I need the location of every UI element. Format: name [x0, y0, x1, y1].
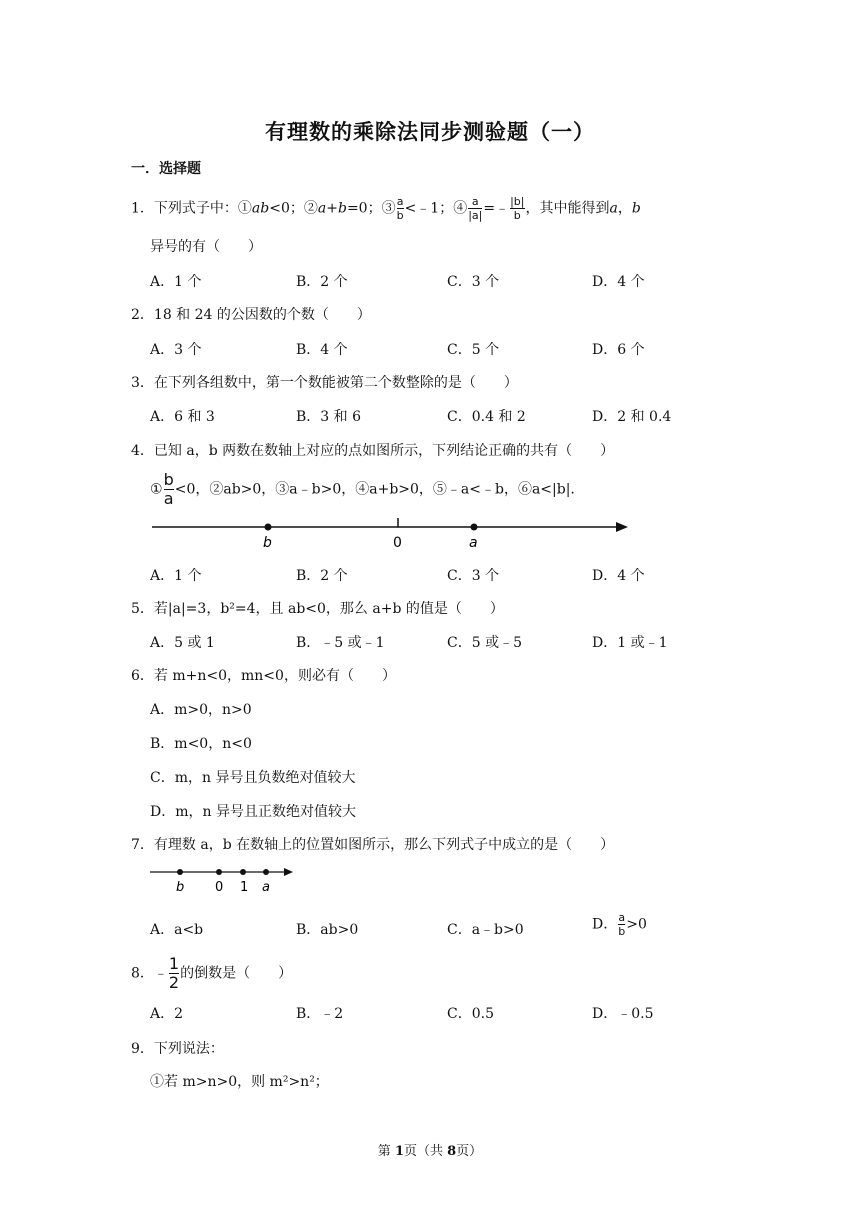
q1-line2: 异号的有（ ） — [150, 239, 262, 255]
section-heading: 一．选择题 — [131, 161, 201, 177]
question-6: 6．若 m+n<0，mn<0，则必有（ ） — [131, 668, 396, 684]
point-a — [471, 524, 478, 531]
q8-option-d[interactable]: D．﹣0.5 — [592, 1006, 654, 1022]
axis-label-a: a — [469, 535, 478, 551]
q3-option-d[interactable]: D．2 和 0.4 — [592, 409, 672, 425]
q2-option-c[interactable]: C．5 个 — [447, 342, 500, 358]
q6-option-c[interactable]: C．m，n 异号且负数绝对值较大 — [150, 770, 356, 786]
q5-option-d[interactable]: D．1 或﹣1 — [592, 635, 668, 651]
q1-text: ， — [617, 200, 632, 217]
point-b — [265, 524, 272, 531]
q4-option-b[interactable]: B．2 个 — [296, 568, 348, 584]
q7-number-line — [148, 862, 298, 896]
q7-option-d[interactable]: D． $\frac{a}{b}$ >0 — [592, 911, 647, 938]
axis-label-0: 0 — [215, 880, 224, 895]
question-1 — [131, 196, 641, 221]
q1-fraction-2: $\frac{a}{|a|}$ — [468, 195, 483, 222]
question-7: 7．有理数 a，b 在数轴上的位置如图所示，那么下列式子中成立的是（ ） — [131, 837, 615, 853]
question-9: 9．下列说法： — [131, 1041, 224, 1057]
q5-option-a[interactable]: A．5 或 1 — [150, 635, 215, 651]
point-0 — [216, 869, 222, 875]
q9-statement-1: ①若 m>n>0，则 m²>n²； — [150, 1074, 329, 1090]
q3-option-b[interactable]: B．3 和 6 — [296, 409, 362, 425]
axis-label-b: b — [176, 880, 185, 895]
q1-fraction-3: $\frac{|b|}{b}$ — [510, 195, 525, 222]
q6-option-a[interactable]: A．m>0，n>0 — [150, 702, 252, 718]
q2-option-a[interactable]: A．3 个 — [150, 342, 202, 358]
question-4: 4．已知 a，b 两数在数轴上对应的点如图所示，下列结论正确的共有（ ） — [131, 443, 615, 459]
q8-option-a[interactable]: A．2 — [150, 1006, 184, 1022]
point-b — [177, 869, 183, 875]
page-footer: 第 1页（共 8页） — [377, 1144, 483, 1159]
point-1 — [240, 869, 246, 875]
q1-option-b[interactable]: B．2 个 — [296, 274, 348, 290]
q8-fraction: $\frac{1}{2}$ — [168, 954, 180, 992]
q1-text: <0；② — [269, 200, 318, 217]
q1-var: a — [317, 200, 327, 217]
q4-statements: ① $\frac{b}{a}$ <0，②ab>0，③a﹣b>0，④a+b>0，⑤﹣a<﹣b，⑥a<|b|. — [150, 470, 575, 508]
q1-text: + — [326, 200, 338, 217]
q1-text: <﹣1；④ — [404, 200, 468, 217]
q7-option-d-fraction: $\frac{a}{b}$ — [618, 911, 626, 938]
question-2: 2．18 和 24 的公因数的个数（ ） — [131, 307, 371, 323]
q4-option-a[interactable]: A．1 个 — [150, 568, 202, 584]
q7-option-b[interactable]: B．ab>0 — [296, 922, 359, 938]
q1-text: =﹣ — [483, 200, 510, 217]
q7-option-c[interactable]: C．a﹣b>0 — [447, 922, 524, 938]
q2-option-d[interactable]: D．6 个 — [592, 342, 645, 358]
q8-option-b[interactable]: B．﹣2 — [296, 1006, 344, 1022]
q4-option-c[interactable]: C．3 个 — [447, 568, 500, 584]
q1-option-c[interactable]: C．3 个 — [447, 274, 500, 290]
q4-option-d[interactable]: D．4 个 — [592, 568, 645, 584]
q7-option-a[interactable]: A．a<b — [150, 922, 204, 938]
question-5: 5．若|a|=3，b²=4，且 ab<0，那么 a+b 的值是（ ） — [131, 601, 504, 617]
q1-option-a[interactable]: A．1 个 — [150, 274, 202, 290]
current-page: 1 — [394, 1144, 404, 1159]
q4-number-line — [148, 512, 634, 552]
q4-fraction: $\frac{b}{a}$ — [163, 470, 174, 508]
question-8: 8．﹣ $\frac{1}{2}$ 的倒数是（ ） — [131, 954, 293, 992]
q1-option-d[interactable]: D．4 个 — [592, 274, 645, 290]
q1-text: ，其中能得到 — [525, 200, 610, 217]
q1-text: =0；③ — [346, 200, 396, 217]
axis-label-a: a — [262, 880, 270, 895]
page-title: 有理数的乘除法同步测验题（一） — [265, 120, 595, 144]
q5-option-b[interactable]: B．﹣5 或﹣1 — [296, 635, 385, 651]
q1-text-pre: 1．下列式子中：① — [131, 200, 252, 217]
point-a — [263, 869, 269, 875]
q1-var: b — [337, 200, 347, 217]
axis-label-b: b — [263, 535, 272, 551]
q1-var: a — [609, 200, 618, 217]
q1-fraction-1: $\frac{a}{b}$ — [396, 195, 404, 222]
q2-option-b[interactable]: B．4 个 — [296, 342, 348, 358]
q8-option-c[interactable]: C．0.5 — [447, 1006, 494, 1022]
axis-label-0: 0 — [393, 535, 402, 551]
q1-var: b — [631, 200, 641, 217]
q6-option-b[interactable]: B．m<0，n<0 — [150, 736, 252, 752]
q3-option-a[interactable]: A．6 和 3 — [150, 409, 215, 425]
axis-label-1: 1 — [240, 880, 249, 895]
q5-option-c[interactable]: C．5 或﹣5 — [447, 635, 522, 651]
question-3: 3．在下列各组数中，第一个数能被第二个数整除的是（ ） — [131, 375, 518, 391]
q3-option-c[interactable]: C．0.4 和 2 — [447, 409, 526, 425]
q1-var: ab — [251, 200, 270, 217]
total-pages: 8 — [447, 1144, 457, 1159]
q6-option-d[interactable]: D．m，n 异号且正数绝对值较大 — [150, 804, 356, 820]
